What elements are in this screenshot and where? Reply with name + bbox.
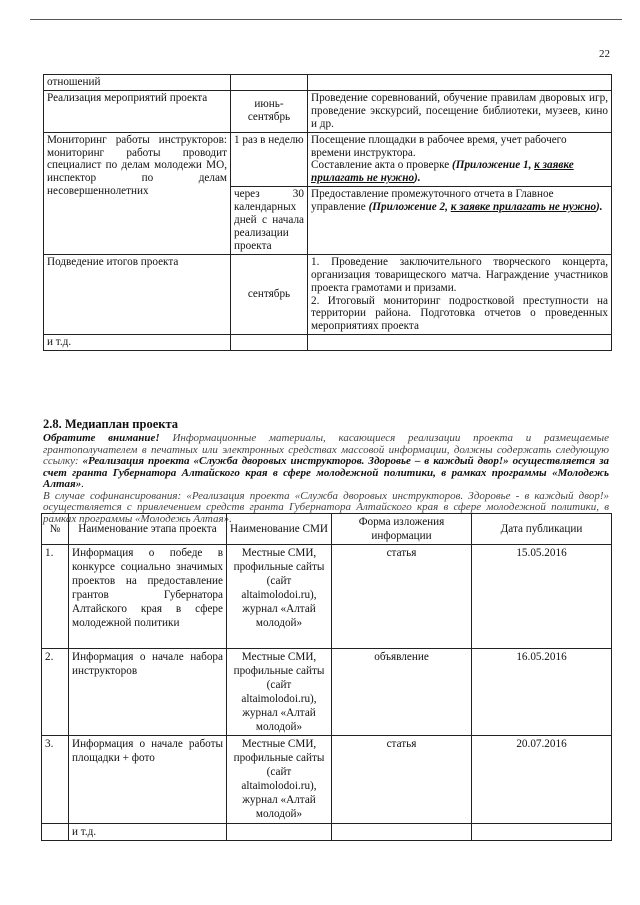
table-row [44, 335, 612, 351]
term-cell [231, 335, 308, 351]
top-rule [30, 19, 622, 20]
content-cell: Проведение соревнований, обучение правилам дворовых игр, проведение экскурсий, посещение библиотеки, музеев, кино и др. [308, 90, 612, 132]
stage-cell: Реализация мероприятий проекта [44, 90, 231, 132]
term-cell: сентябрь [231, 254, 308, 334]
page-number: 22 [599, 48, 610, 60]
stage-cell: Мониторинг работы инструкторов: мониторинг работы проводит специалист по делам молодежи МО, инспектор по делам несовершеннолетних [44, 132, 231, 254]
content-cell: Предоставление промежуточного отчета в Главное управление (Приложение 2, к заявке прилагать не нужно). [308, 187, 612, 255]
date-cell: 16.05.2016 [472, 649, 612, 736]
header-form: Форма изложения информации [332, 514, 472, 545]
content-cell [308, 335, 612, 351]
table-row [44, 254, 612, 334]
stage-cell: Информация о победе в конкурсе социально значимых проектов на предоставление грантов Губернатора Алтайского края в сфере молодежной политики [69, 545, 227, 649]
stage-cell: и т.д. [69, 824, 227, 841]
num-cell: 1. [42, 545, 69, 649]
table-row [42, 736, 612, 824]
table-header-row [42, 514, 612, 545]
num-cell: 3. [42, 736, 69, 824]
form-cell: статья [332, 545, 472, 649]
header-media: Наименование СМИ [227, 514, 332, 545]
media-cell [227, 824, 332, 841]
stage-cell: Подведение итогов проекта [44, 254, 231, 334]
attention-note: Обратите внимание! Информационные материалы, касающиеся реализации проекта и размещаемые грантополучателем в печатных или электронных средствах массовой информации, должны содержать следующую ссылку: «Реализация проекта «Служба дворовых инструкторов. Здоровье – в каждый двор!» осуществляется за счет гранта Губернатора Алтайского края в сфере молодежной политики, в рамках программы «Молодежь Алтая». [43, 432, 609, 490]
stage-cell: Информация о начале работы площадки + фото [69, 736, 227, 824]
table-row [44, 132, 612, 187]
content-cell: 1. Проведение заключительного творческого концерта, организация товарищеского матча. Награждение участников проекта грамотами и призами. 2. Итоговый мониторинг подростковой преступности на территории района. Подготовка отчетов о проведенных мероприятиях проекта [308, 254, 612, 334]
content-cell: Посещение площадки в рабочее время, учет рабочего времени инструктора. Составление акта о проверке (Приложение 1, к заявке прилагать не нужно). [308, 132, 612, 187]
stage-cell: Информация о начале набора инструкторов [69, 649, 227, 736]
media-cell: Местные СМИ, профильные сайты (сайт altaimolodoi.ru), журнал «Алтай молодой» [227, 649, 332, 736]
date-cell: 20.07.2016 [472, 736, 612, 824]
num-cell: 2. [42, 649, 69, 736]
plan-table [43, 74, 612, 351]
table-row [42, 824, 612, 841]
header-num: № [42, 514, 69, 545]
header-date: Дата публикации [472, 514, 612, 545]
term-cell: через 30 календарных дней с начала реализации проекта [231, 187, 308, 255]
header-stage: Наименование этапа проекта [69, 514, 227, 545]
table-row [44, 90, 612, 132]
form-cell: объявление [332, 649, 472, 736]
num-cell [42, 824, 69, 841]
table-row [42, 545, 612, 649]
content-cell [308, 75, 612, 91]
media-cell: Местные СМИ, профильные сайты (сайт altaimolodoi.ru), журнал «Алтай молодой» [227, 736, 332, 824]
date-cell: 15.05.2016 [472, 545, 612, 649]
stage-cell: и т.д. [44, 335, 231, 351]
table-row [44, 75, 612, 91]
media-plan-table [41, 513, 612, 841]
term-cell: 1 раз в неделю [231, 132, 308, 187]
section-title: 2.8. Медиаплан проекта [43, 417, 178, 431]
term-cell [231, 75, 308, 91]
form-cell: статья [332, 736, 472, 824]
cofinance-note: В случае софинансирования: «Реализация проекта «Служба дворовых инструкторов. Здоровье - в каждый двор!» осуществляется с привлечением средств гранта Губернатора Алтайского края в сфере молодежной политики, в рамках программы «Молодежь Алтая». [43, 489, 609, 525]
table-row [42, 649, 612, 736]
media-plan-section [43, 417, 609, 525]
stage-cell: отношений [44, 75, 231, 91]
form-cell [332, 824, 472, 841]
term-cell: июнь-сентябрь [231, 90, 308, 132]
media-cell: Местные СМИ, профильные сайты (сайт altaimolodoi.ru), журнал «Алтай молодой» [227, 545, 332, 649]
date-cell [472, 824, 612, 841]
